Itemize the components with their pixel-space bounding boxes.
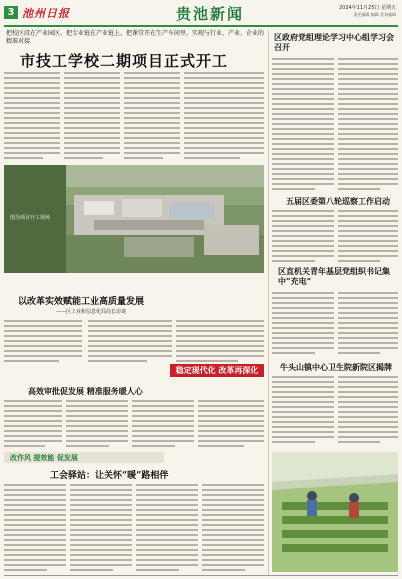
right-mid-body-col-1 bbox=[272, 210, 334, 265]
greenhouse-photo-image bbox=[272, 452, 398, 572]
bottom-left-body-col-3 bbox=[136, 484, 198, 574]
bottom-left-headline: 工会驿站：让关怀“暖”路相伴 bbox=[50, 471, 169, 481]
greenhouse-photo bbox=[272, 452, 398, 572]
header-rule bbox=[4, 25, 398, 27]
editor-credits: 责任编辑 编辑 美术编辑 bbox=[353, 12, 396, 17]
page-number: 3 bbox=[4, 6, 18, 19]
footer-rule bbox=[4, 575, 398, 576]
bottom-left-body-col-2 bbox=[70, 484, 132, 574]
right-low-body-col-2 bbox=[338, 292, 398, 357]
slogan-strip bbox=[4, 452, 164, 463]
lead-kicker: 把校区段在产业园区、把专业链在产业链上、把课堂开在生产车间里，实现与行业、产业、企业的精准对接 bbox=[6, 30, 265, 45]
right-bottom-body-col-2 bbox=[338, 376, 398, 446]
service-body-col-4 bbox=[198, 400, 264, 450]
right-top-body-col-2 bbox=[338, 58, 398, 193]
mid-left-subtitle: ——区工业和信息化局局长访谈 bbox=[56, 309, 127, 315]
lead-body-col-3 bbox=[124, 72, 180, 162]
service-body-col-2 bbox=[66, 400, 128, 450]
right-low-body-col-1 bbox=[272, 292, 334, 357]
page-header bbox=[0, 0, 402, 26]
lead-body-col-1 bbox=[4, 72, 60, 162]
bottom-left-body-col-1 bbox=[4, 484, 66, 574]
right-bottom-body-col-1 bbox=[272, 376, 334, 446]
mid-left-body-col-3 bbox=[176, 320, 264, 365]
mid-left-body-col-2 bbox=[88, 320, 172, 365]
right-mid-headline: 五届区委第八轮巡察工作启动 bbox=[286, 196, 390, 206]
column-divider bbox=[268, 30, 269, 575]
bottom-left-body-col-4 bbox=[202, 484, 264, 574]
right-mid-body-col-2 bbox=[338, 210, 398, 265]
right-low-headline: 区直机关青年基层党组织书记集中“充电” bbox=[278, 266, 390, 286]
slogan-text: 改作风 提效能 促发展 bbox=[10, 453, 78, 462]
lead-body-col-2 bbox=[64, 72, 120, 162]
service-headline: 高效审批促发展 精准服务暖人心 bbox=[28, 386, 143, 396]
photo-caption: 图为项目开工现场 bbox=[10, 215, 51, 221]
right-top-body-col-1 bbox=[272, 58, 334, 193]
lead-body-col-4 bbox=[184, 72, 264, 162]
paper-logo: 池州日报 bbox=[22, 7, 70, 20]
issue-date: 2024年11月25日 星期五 bbox=[338, 5, 396, 11]
lead-aerial-photo bbox=[4, 165, 264, 273]
mid-left-body-col-1 bbox=[4, 320, 82, 365]
theme-banner: 稳定现代化 改革再深化 bbox=[170, 364, 264, 377]
service-body-col-1 bbox=[4, 400, 62, 450]
service-body-col-3 bbox=[132, 400, 194, 450]
mid-left-headline: 以改革实效赋能工业高质量发展 bbox=[18, 297, 145, 307]
section-title: 贵池新闻 bbox=[176, 5, 245, 23]
right-bottom-headline: 牛头山镇中心卫生院新院区揭牌 bbox=[280, 362, 392, 372]
lead-headline: 市技工学校二期项目正式开工 bbox=[20, 52, 229, 70]
right-top-headline: 区政府党组理论学习中心组学习会召开 bbox=[274, 32, 394, 52]
